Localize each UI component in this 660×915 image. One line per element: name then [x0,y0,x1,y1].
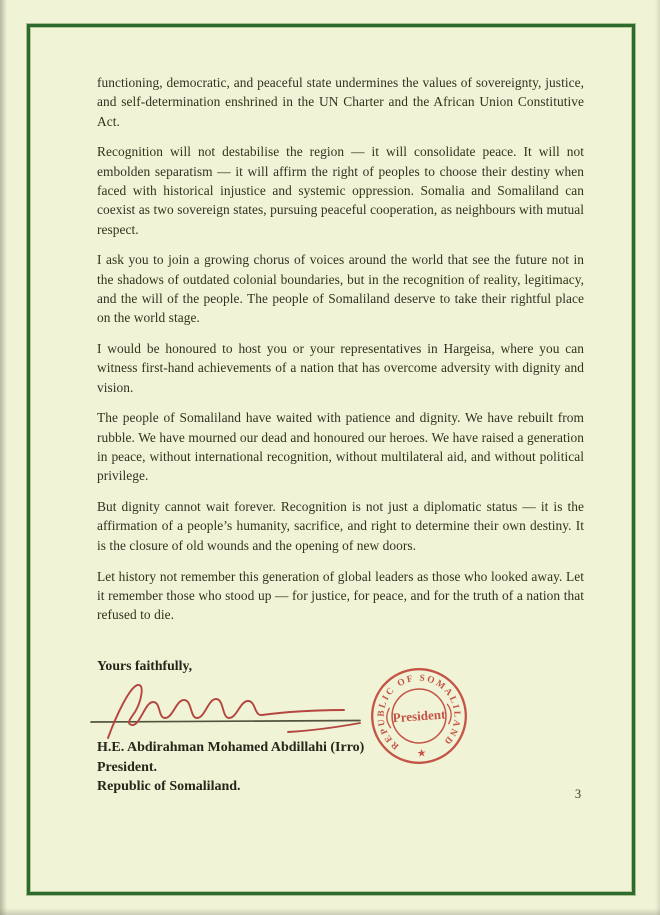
letter-paragraph: functioning, democratic, and peaceful state undermines the values of sovereignty, justice, and self-determination enshrined in the UN Charter and the African Union Constitutive Act. [97,75,584,129]
presidential-stamp [366,663,472,769]
letter-paragraph: But dignity cannot wait forever. Recognition is not just a diplomatic status — it is the affirmation of a people’s humanity, sacrifice, and right to determine their own destiny. It is the closure of old wounds and the opening of new doors. [97,499,584,553]
signatory-block [97,738,364,797]
scan-edge-shadow-left [0,0,7,915]
page-number: 3 [574,787,582,801]
signatory-title: President. [97,759,158,775]
letter-paragraph: The people of Somaliland have waited with patience and dignity. We have rebuilt from rubble. We have mourned our dead and honoured our heroes. We have raised a generation in peace, without international recognition, without multilateral aid, and without political privilege. [97,410,584,484]
scan-edge-shadow-bottom [0,908,660,915]
stamp-star-icon: ★ [416,748,427,760]
letter-paragraph: I ask you to join a growing chorus of voices around the world that see the future not in the shadows of outdated colonial boundaries, but in the recognition of reality, legitimacy, and the will of the people. The people of Somaliland deserve to take their rightful place on the world stage. [97,252,584,326]
scan-edge-shadow-right [655,0,660,915]
stamp-ring-textpath: REPUBLIC OF SOMALILAND [376,673,462,751]
letter-paragraph: Let history not remember this generation of global leaders as those who looked away. Let it remember those who stood up — for justice, for peace, and for the truth of a nation that refused to die. [97,568,584,623]
stamp-center-text: President [392,706,446,726]
closing-salutation: Yours faithfully, [97,658,193,673]
signatory-organization: Republic of Somaliland. [97,779,241,794]
letter-body [97,73,584,636]
signatory-name: H.E. Abdirahman Mohamed Abdillahi (Irro) [97,740,365,755]
letter-paragraph: I would be honoured to host you or your representatives in Hargeisa, where you can witness first-hand achievements of a nation that has overcome adversity with dignity and vision. [97,341,584,395]
signature-block [86,674,371,746]
letter-paragraph: Recognition will not destabilise the region — it will consolidate peace. It will not embolden separatism — it will affirm the right of peoples to choose their destiny when faced with historical injustice and systemic oppression. Somalia and Somaliland can coexist as two sovereign states, pursuing peaceful cooperation, as neighbours with mutual respect. [97,144,584,237]
signature-underline [91,721,360,723]
signature-flourish [288,723,360,732]
